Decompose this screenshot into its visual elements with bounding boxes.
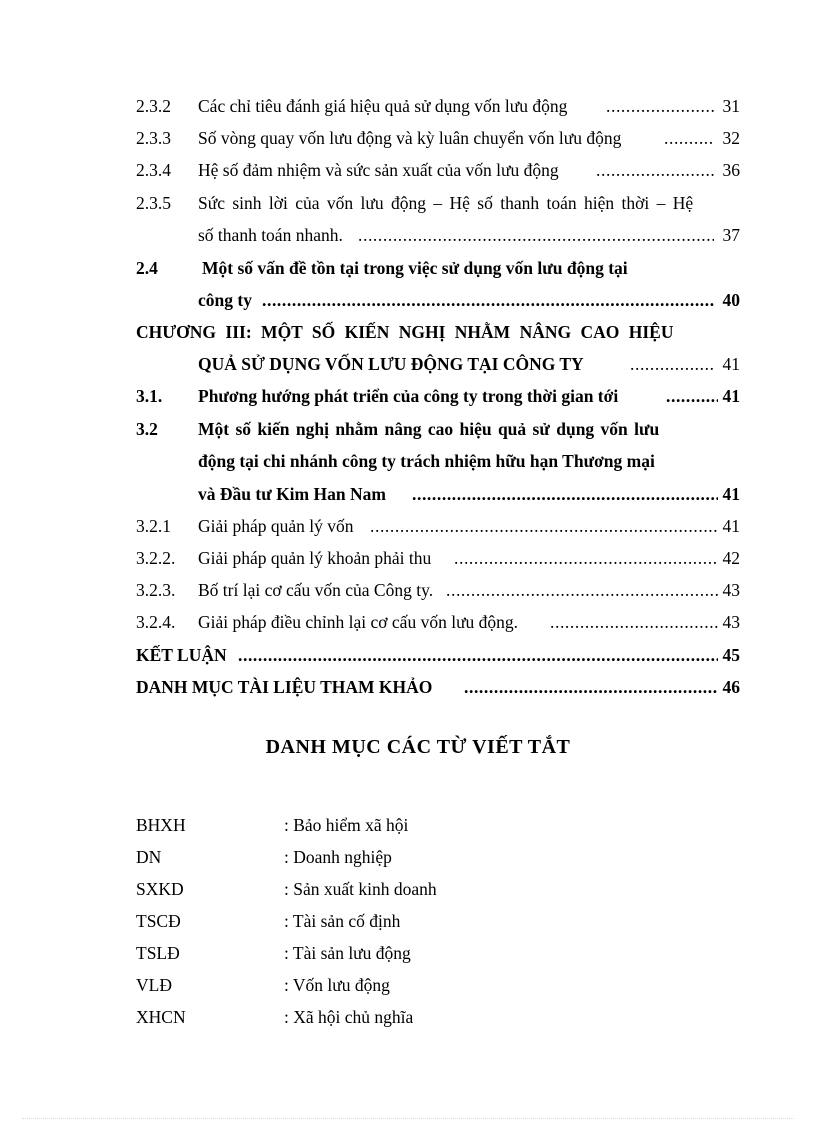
page-bottom-divider (22, 1118, 794, 1119)
toc-title-line-2: công ty (198, 290, 252, 310)
toc-page-number: 36 (722, 160, 740, 180)
toc-number: 3.2.3. (136, 580, 176, 600)
abbreviation-code: TSLĐ (136, 943, 180, 963)
toc-title: DANH MỤC TÀI LIỆU THAM KHẢO (136, 677, 433, 697)
toc-number: 3.2.1 (136, 516, 171, 536)
toc-page-number: 45 (722, 645, 740, 665)
toc-entry-3-2-3 (136, 578, 740, 602)
abbreviation-meaning: : Xã hội chủ nghĩa (284, 1007, 414, 1027)
toc-page-number: 41 (722, 354, 740, 374)
toc-title: Các chỉ tiêu đánh giá hiệu quả sử dụng vốn lưu động (198, 96, 568, 116)
dot-leader (664, 126, 714, 150)
toc-title: Giải pháp quản lý vốn (198, 516, 354, 536)
toc-title-line-2: số thanh toán nhanh. (198, 225, 343, 245)
abbreviation-code: SXKD (136, 879, 184, 899)
toc-title: Giải pháp điều chỉnh lại cơ cấu vốn lưu động. (198, 612, 519, 632)
abbreviation-code: DN (136, 847, 162, 867)
toc-entry-chapter-3-cont (136, 352, 740, 376)
toc-number: 3.2 (136, 419, 158, 439)
toc-entry-2-3-4 (136, 158, 740, 182)
toc-page-number: 40 (722, 290, 740, 310)
toc-entry-3-2 (136, 417, 740, 441)
toc-page-number: 42 (722, 548, 740, 568)
dot-leader (464, 675, 718, 699)
toc-title-line-1: Một số kiến nghị nhằm nâng cao hiệu quả sử dụng vốn lưu (198, 419, 660, 439)
toc-title-line-3: và Đầu tư Kim Han Nam (198, 484, 386, 504)
toc-entry-3-2-1 (136, 514, 740, 538)
abbreviations-heading: DANH MỤC CÁC TỪ VIẾT TẮT (265, 736, 571, 758)
dot-leader (630, 352, 714, 376)
dot-leader (412, 482, 718, 506)
toc-entry-2-3-5-cont (136, 223, 740, 247)
toc-entry-conclusion (136, 643, 740, 667)
toc-number: 2.3.4 (136, 160, 171, 180)
toc-entry-3-1 (136, 384, 740, 408)
abbreviation-code: VLĐ (136, 975, 172, 995)
toc-title: Phương hướng phát triển của công ty trong thời gian tới (198, 386, 619, 406)
dot-leader (446, 578, 718, 602)
toc-page-number: 43 (722, 580, 740, 600)
toc-entry-3-2-4 (136, 610, 740, 634)
toc-page-number: 43 (722, 612, 740, 632)
abbreviation-code: XHCN (136, 1007, 186, 1027)
toc-number: 2.3.3 (136, 128, 171, 148)
abbreviation-meaning: : Bảo hiểm xã hội (284, 815, 409, 835)
toc-number: 2.3.2 (136, 96, 171, 116)
toc-number: 2.4 (136, 258, 158, 278)
toc-entry-references (136, 675, 740, 699)
dot-leader (238, 643, 718, 667)
toc-title: Giải pháp quản lý khoản phải thu (198, 548, 432, 568)
toc-page-number: 37 (722, 225, 740, 245)
abbreviation-meaning: : Doanh nghiệp (284, 847, 392, 867)
dot-leader (596, 158, 714, 182)
toc-page-number: 31 (722, 96, 740, 116)
dot-leader (606, 94, 714, 118)
toc-page-number: 41 (722, 516, 740, 536)
toc-title: KẾT LUẬN (136, 645, 227, 665)
toc-entry-2-3-3 (136, 126, 740, 150)
toc-chapter-title-line-1: CHƯƠNG III: MỘT SỐ KIẾN NGHỊ NHẰM NÂNG CAO HIỆU (136, 322, 674, 342)
dot-leader (454, 546, 718, 570)
toc-entry-3-2-2 (136, 546, 740, 570)
dot-leader (550, 610, 718, 634)
abbreviation-meaning: : Tài sản lưu động (284, 943, 411, 963)
toc-entry-2-3-5 (136, 191, 740, 215)
toc-entry-3-2-cont-1 (136, 449, 740, 473)
toc-page-number: 32 (722, 128, 740, 148)
toc-page-number: 46 (722, 677, 740, 697)
abbreviation-code: BHXH (136, 815, 186, 835)
dot-leader (262, 288, 714, 312)
toc-title-line-2: động tại chi nhánh công ty trách nhiệm hữu hạn Thương mại (198, 451, 655, 471)
toc-entry-3-2-cont-2 (136, 482, 740, 506)
toc-number: 3.1. (136, 386, 163, 406)
abbreviation-meaning: : Sản xuất kinh doanh (284, 879, 437, 899)
toc-number: 3.2.2. (136, 548, 176, 568)
toc-title: Bố trí lại cơ cấu vốn của Công ty. (198, 580, 434, 600)
toc-entry-2-3-2 (136, 94, 740, 118)
toc-page-number: 41 (722, 386, 740, 406)
toc-number: 3.2.4. (136, 612, 176, 632)
toc-chapter-title-line-2: QUẢ SỬ DỤNG VỐN LƯU ĐỘNG TẠI CÔNG TY (198, 354, 584, 374)
toc-page-number: 41 (722, 484, 740, 504)
dot-leader (358, 223, 714, 247)
toc-title: Số vòng quay vốn lưu động và kỳ luân chuyển vốn lưu động (198, 128, 622, 148)
toc-entry-2-4 (136, 256, 740, 280)
toc-entry-2-4-cont (136, 288, 740, 312)
toc-title-line-1: Một số vấn đề tồn tại trong việc sử dụng vốn lưu động tại (202, 258, 628, 278)
abbreviation-code: TSCĐ (136, 911, 181, 931)
toc-title-line-1: Sức sinh lời của vốn lưu động – Hệ số thanh toán hiện thời – Hệ (198, 193, 694, 213)
toc-number: 2.3.5 (136, 193, 171, 213)
dot-leader (666, 384, 718, 408)
abbreviation-meaning: : Vốn lưu động (284, 975, 390, 995)
dot-leader (370, 514, 718, 538)
abbreviation-meaning: : Tài sản cố định (284, 911, 401, 931)
toc-title: Hệ số đảm nhiệm và sức sản xuất của vốn lưu động (198, 160, 559, 180)
toc-entry-chapter-3 (136, 320, 740, 344)
